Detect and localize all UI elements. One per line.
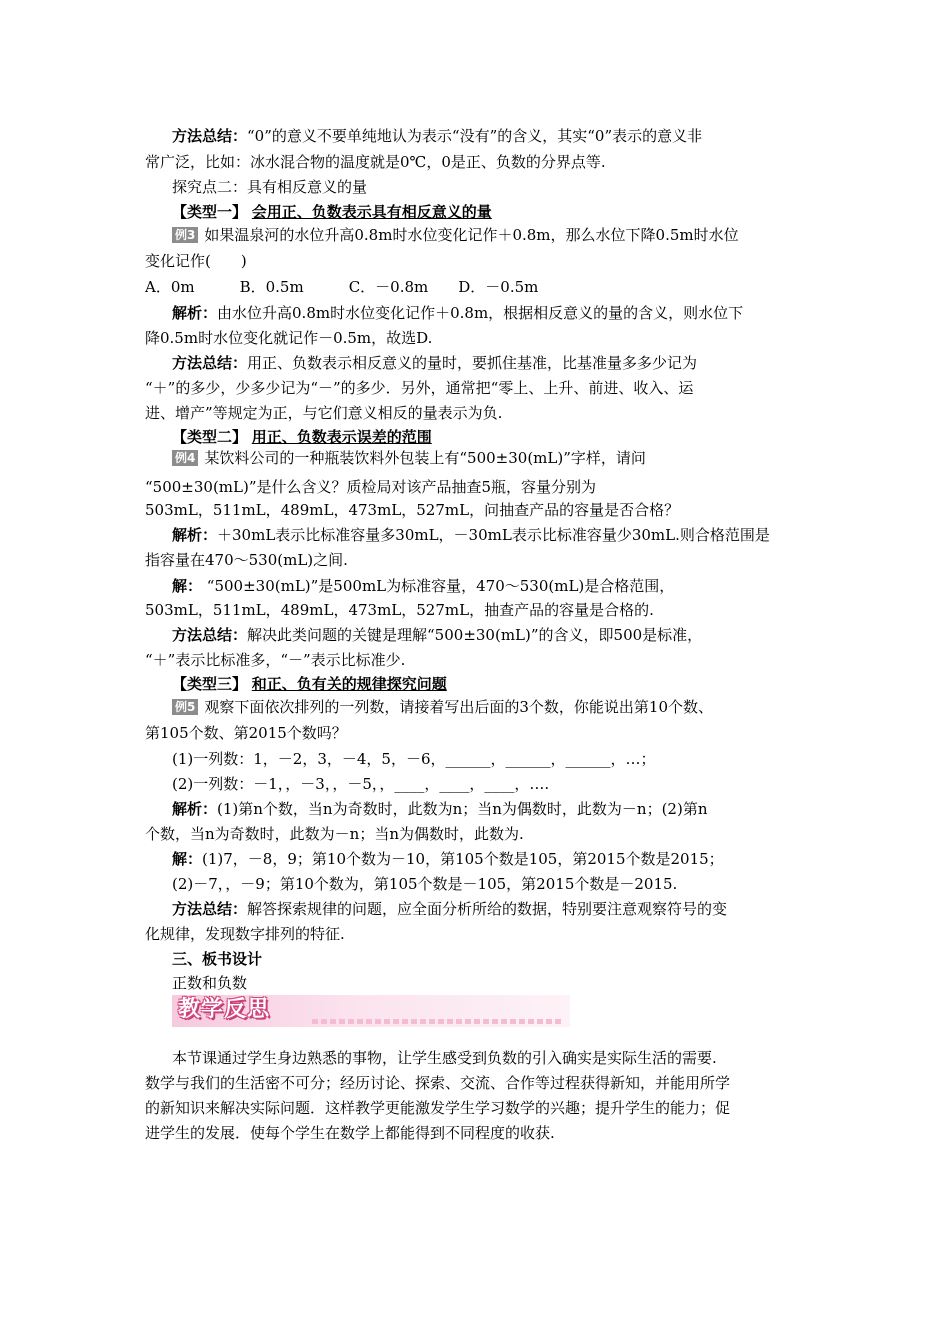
banner-title: 教学反思 (178, 997, 271, 1022)
type-tag: 【类型三】 (172, 675, 248, 693)
example-4-method-cont: “＋”表示比标准多，“－”表示比标准少. (145, 651, 406, 669)
example-4-method (172, 624, 702, 646)
solution-label: 解： (172, 850, 203, 868)
example-4-analysis (172, 524, 770, 546)
method-text: 解决此类问题的关键是理解“500±30(mL)”的含义，即500是标准， (247, 626, 703, 644)
example-5-solution-cont: (2)－7，，－9；第10个数为，第105个数是－105，第2015个数是－2015. (172, 875, 678, 893)
method-label: 方法总结： (172, 626, 248, 644)
example-5-method (172, 898, 727, 920)
example-5-analysis-cont: 个数，当n为奇数时，此数为－n；当n为偶数时，此数为. (145, 825, 524, 843)
example-5-analysis (172, 798, 707, 820)
method-text: 解答探索规律的问题，应全面分析所给的数据，特别要注意观察符号的变 (247, 900, 728, 918)
example-5-seq1: (1)一列数：1，－2，3，－4，5，－6，______，______，______，…； (172, 750, 656, 768)
example-3-method-cont2: 进、增产”等规定为正，与它们意义相反的量表示为负. (145, 404, 503, 422)
type-title: 会用正、负数表示具有相反意义的量 (251, 203, 492, 221)
example-4-analysis-cont: 指容量在470～530(mL)之间. (145, 551, 348, 569)
solution-label: 解： (172, 577, 203, 595)
analysis-label: 解析： (172, 304, 218, 322)
example-4-line1 (172, 447, 646, 469)
example-text: 观察下面依次排列的一列数，请接着写出后面的3个数，你能说出第10个数、 (204, 698, 713, 716)
method-label: 方法总结： (172, 354, 248, 372)
reflection-line3: 的新知识来解决实际问题．这样教学更能激发学生学习数学的兴趣；提升学生的能力；促 (145, 1099, 731, 1117)
type-title: 和正、负有关的规律探究问题 (251, 675, 447, 693)
example-4-line2: “500±30(mL)”是什么含义？质检局对该产品抽查5瓶，容量分别为 (145, 478, 597, 496)
method-summary-zero-cont: 常广泛，比如：冰水混合物的温度就是0℃，0是正、负数的分界点等. (145, 153, 606, 171)
section-heading-point2: 探究点二：具有相反意义的量 (172, 178, 368, 196)
analysis-text: ＋30mL表示比标准容量多30mL，－30mL表示比标准容量少30mL.则合格范围是 (217, 526, 770, 544)
example-3-method (172, 352, 697, 374)
example-badge-icon: 例5 (172, 699, 198, 715)
board-design-heading: 三、板书设计 (172, 950, 263, 968)
type-title: 用正、负数表示误差的范围 (251, 428, 432, 446)
method-text: 用正、负数表示相反意义的量时，要抓住基准，比基准量多多少记为 (247, 354, 698, 372)
type-heading-2 (172, 426, 432, 448)
example-badge-icon: 例3 (172, 227, 198, 243)
method-summary-text: “0”的意义不要单纯地认为表示“没有”的含义，其实“0”表示的意义非 (247, 127, 703, 145)
reflection-line1: 本节课通过学生身边熟悉的事物，让学生感受到负数的引入确实是实际生活的需要. (172, 1049, 717, 1067)
example-3-analysis (172, 302, 743, 324)
analysis-label: 解析： (172, 800, 218, 818)
example-5-method-cont: 化规律，发现数字排列的特征. (145, 925, 345, 943)
example-5-solution (172, 848, 724, 870)
analysis-text: 由水位升高0.8m时水位变化记作＋0.8m，根据相反意义的量的含义，则水位下 (217, 304, 744, 322)
example-4-solution (172, 575, 674, 597)
type-heading-1 (172, 201, 492, 223)
method-label: 方法总结： (172, 900, 248, 918)
example-3-analysis-cont: 降0.5m时水位变化就记作－0.5m，故选D. (145, 329, 433, 347)
reflection-line4: 进学生的发展．使每个学生在数学上都能得到不同程度的收获. (145, 1124, 555, 1142)
example-text: 某饮料公司的一种瓶装饮料外包装上有“500±30(mL)”字样，请问 (204, 449, 646, 467)
example-3-method-cont1: “＋”的多少，少多少记为“－”的多少．另外，通常把“零上、上升、前进、收入、运 (145, 379, 694, 397)
example-5-line2: 第105个数、第2015个数吗？ (145, 724, 347, 742)
banner-stripes (312, 1019, 562, 1024)
method-summary-zero (172, 125, 702, 147)
example-3-options: A．0m B．0.5m C．－0.8m D．－0.5m (145, 278, 539, 296)
example-3-line2: 变化记作( ) (145, 252, 247, 270)
type-tag: 【类型一】 (172, 203, 248, 221)
teaching-reflection-banner (172, 995, 570, 1027)
example-5-seq2: (2)一列数：－1，，－3，，－5，，____，____，____，…. (172, 775, 550, 793)
example-4-solution-cont: 503mL，511mL，489mL，473mL，527mL，抽查产品的容量是合格的. (145, 601, 654, 619)
method-summary-label: 方法总结： (172, 127, 248, 145)
example-4-line3: 503mL，511mL，489mL，473mL，527mL，问抽查产品的容量是否合格？ (145, 501, 680, 519)
board-design-content: 正数和负数 (172, 974, 248, 992)
analysis-text: (1)第n个数，当n为奇数时，此数为n；当n为偶数时，此数为－n；(2)第n (217, 800, 708, 818)
analysis-label: 解析： (172, 526, 218, 544)
example-3-line1 (172, 224, 739, 246)
type-tag: 【类型二】 (172, 428, 248, 446)
example-5-line1 (172, 696, 713, 718)
example-text: 如果温泉河的水位升高0.8m时水位变化记作＋0.8m，那么水位下降0.5m时水位 (204, 226, 739, 244)
type-heading-3 (172, 673, 447, 695)
example-badge-icon: 例4 (172, 450, 198, 466)
solution-text: “500±30(mL)”是500mL为标准容量，470～530(mL)是合格范围， (206, 577, 675, 595)
reflection-line2: 数学与我们的生活密不可分；经历讨论、探索、交流、合作等过程获得新知，并能用所学 (145, 1074, 731, 1092)
solution-text: (1)7，－8，9；第10个数为－10，第105个数是105，第2015个数是2015； (202, 850, 724, 868)
